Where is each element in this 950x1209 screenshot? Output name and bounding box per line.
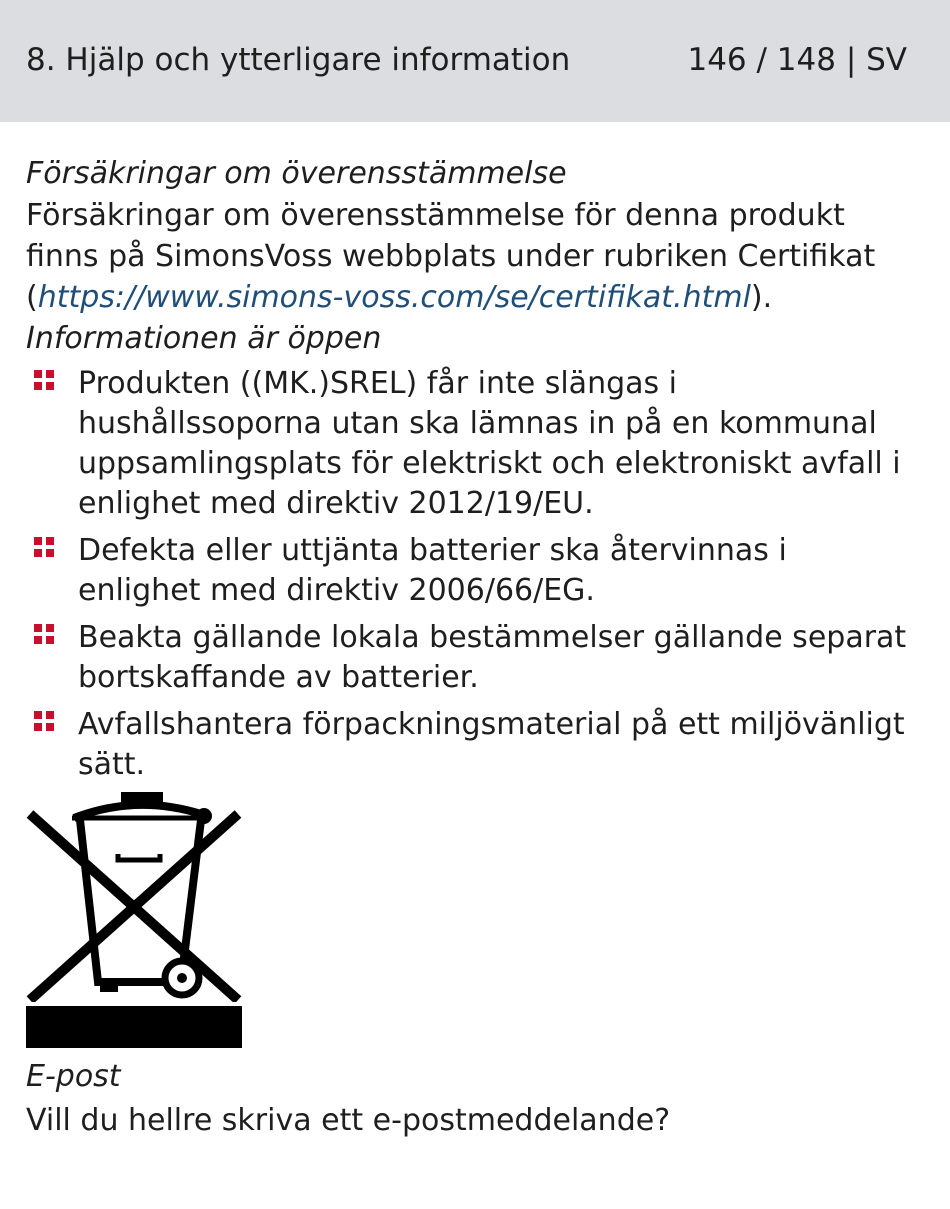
certificate-link[interactable]: https://www.simons-voss.com/se/certifikat.html	[37, 280, 751, 315]
conformity-heading: Försäkringar om överensstämmelse	[26, 156, 567, 191]
conformity-text: Försäkringar om överensstämmelse för denna produkt finns på SimonsVoss webbplats under rubriken Certifikat (	[26, 198, 876, 315]
bullet-text: Avfallshantera förpackningsmaterial på ett miljövänligt sätt.	[78, 707, 905, 782]
red-square-bullet-icon	[34, 624, 54, 644]
bullet-text: Beakta gällande lokala bestämmelser gällande separat bortskaffande av batterier.	[78, 620, 907, 695]
page-content	[26, 153, 916, 1141]
list-item	[26, 531, 916, 611]
bullet-text: Produkten ((MK.)SREL) får inte slängas i hushållssoporna utan ska lämnas in på en kommunal uppsamlingsplats för elektriskt och elektroniskt avfall i enlighet med direktiv 2012/19/EU.	[78, 366, 901, 521]
conformity-text-end: ).	[750, 280, 773, 315]
email-text: Vill du hellre skriva ett e-postmeddelande?	[26, 1103, 671, 1138]
red-square-bullet-icon	[34, 711, 54, 731]
conformity-paragraph	[26, 195, 916, 318]
disposal-heading: Informationen är öppen	[26, 321, 382, 356]
bullet-text: Defekta eller uttjänta batterier ska återvinnas i enlighet med direktiv 2006/66/EG.	[78, 533, 787, 608]
section-title: 8. Hjälp och ytterligare information	[26, 42, 571, 78]
email-heading: E-post	[26, 1059, 121, 1094]
list-item	[26, 618, 916, 698]
red-square-bullet-icon	[34, 370, 54, 390]
list-item	[26, 364, 916, 524]
crossed-out-wheelie-bin-icon	[26, 792, 246, 1002]
separate-collection-bar	[26, 1006, 242, 1048]
page-header	[0, 0, 950, 122]
red-square-bullet-icon	[34, 537, 54, 557]
list-item	[26, 705, 916, 785]
disposal-list	[26, 364, 916, 785]
page-indicator: 146 / 148 | SV	[687, 42, 907, 78]
